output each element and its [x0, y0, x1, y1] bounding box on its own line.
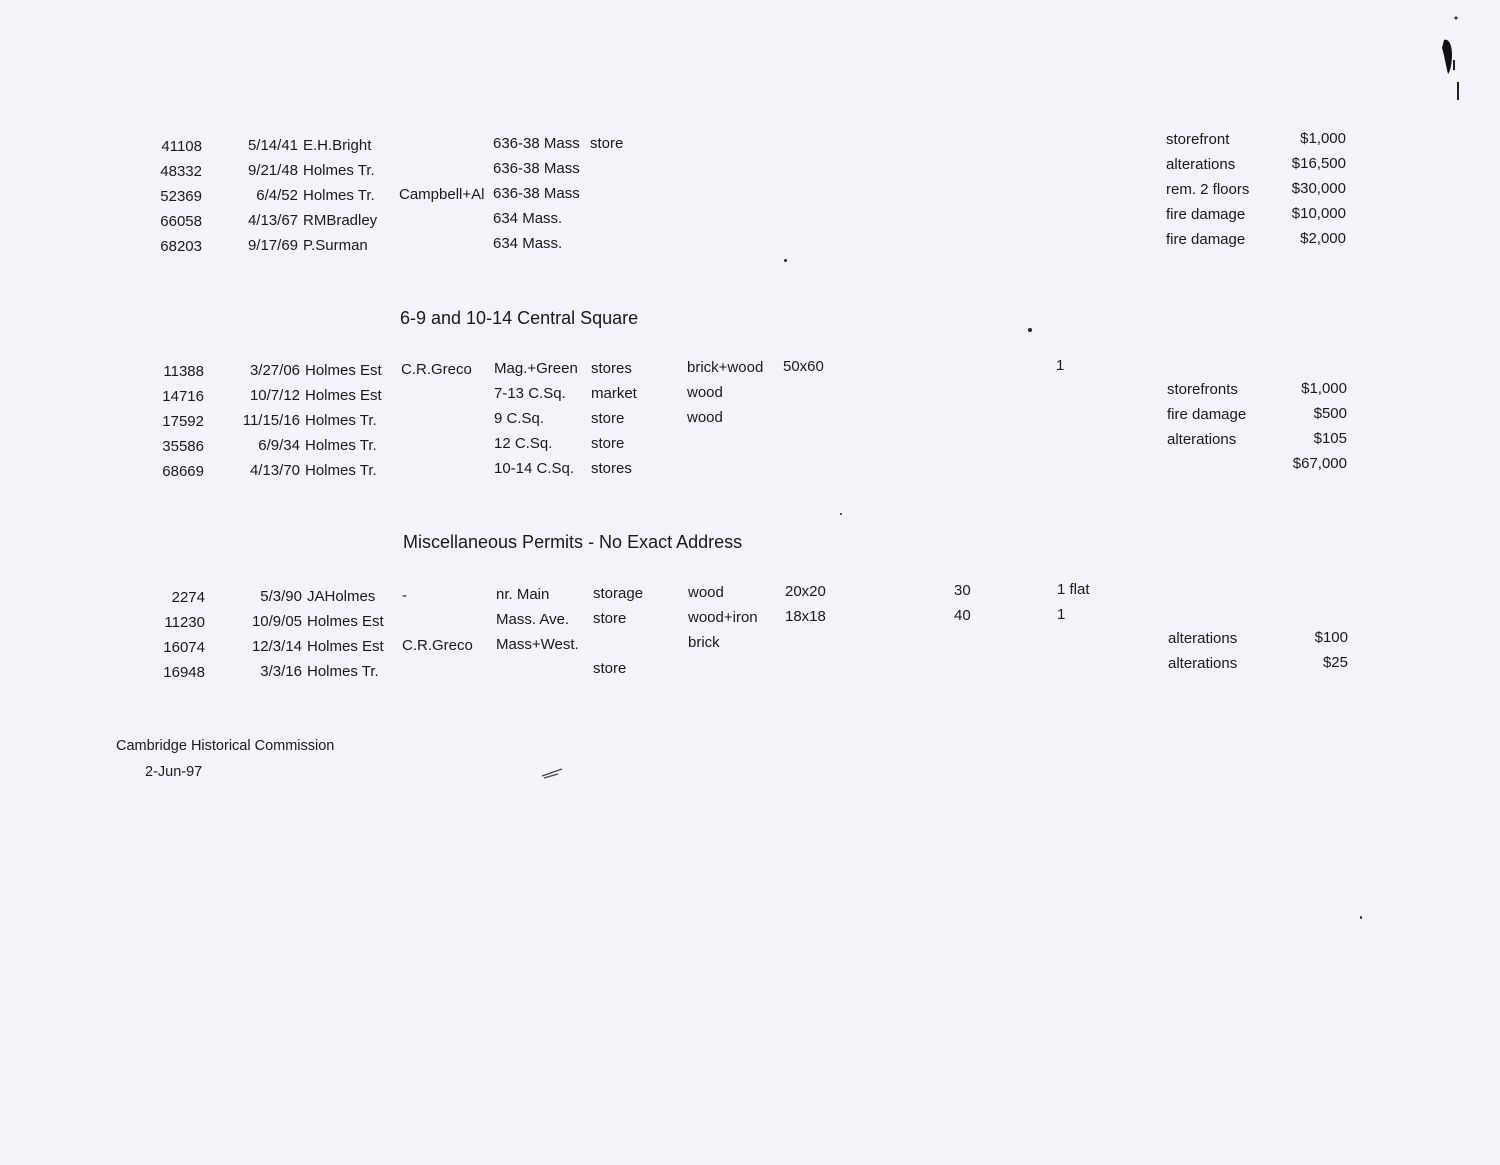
work-type: storefront — [1166, 131, 1230, 148]
owner: Holmes Est — [305, 387, 382, 404]
dimensions: 18x18 — [785, 608, 826, 625]
address: 636-38 Mass — [493, 160, 580, 177]
permit-date: 3/27/06 — [249, 362, 300, 379]
speck-icon — [1028, 328, 1032, 332]
permit-number: 16948 — [163, 664, 205, 681]
cost: $100 — [1314, 629, 1348, 646]
address: Mass. Ave. — [496, 611, 570, 628]
owner: Holmes Tr. — [307, 663, 379, 680]
cost: $105 — [1313, 430, 1347, 447]
address: nr. Main — [496, 586, 550, 603]
permit-number: 17592 — [162, 413, 204, 430]
work-type: alterations — [1168, 630, 1238, 647]
owner: Holmes Tr. — [303, 162, 375, 179]
permit-number: 16074 — [163, 639, 205, 656]
permit-date: 9/21/48 — [247, 162, 298, 179]
material: brick+wood — [687, 359, 764, 376]
speck-icon — [784, 259, 787, 262]
permit-number: 2274 — [171, 589, 205, 606]
owner: Holmes Est — [307, 613, 384, 630]
permit-date: 6/4/52 — [256, 187, 298, 204]
material: wood+iron — [688, 609, 758, 626]
cost: $500 — [1313, 405, 1347, 422]
address: 636-38 Mass — [493, 135, 580, 152]
permit-number: 66058 — [160, 213, 202, 230]
owner: Holmes Tr. — [303, 187, 375, 204]
work-type: rem. 2 floors — [1166, 181, 1250, 198]
speck-icon — [1360, 916, 1362, 919]
stories: 1 — [1056, 357, 1065, 374]
use: store — [590, 135, 624, 152]
permit-number: 11230 — [164, 614, 205, 631]
footer-date: 2-Jun-97 — [145, 764, 203, 780]
material: wood — [688, 584, 724, 601]
permit-date: 4/13/67 — [247, 212, 298, 229]
work-type: fire damage — [1167, 406, 1247, 423]
use: store — [591, 410, 625, 427]
height: 40 — [954, 607, 971, 624]
address: Mass+West. — [496, 636, 579, 653]
permit-number: 35586 — [162, 438, 204, 455]
use: storage — [593, 585, 644, 602]
cost: $67,000 — [1292, 455, 1347, 472]
permit-date: 5/3/90 — [260, 588, 302, 605]
permit-date: 10/9/05 — [251, 613, 302, 630]
use: market — [591, 385, 637, 402]
address: Mag.+Green — [494, 360, 578, 377]
use: stores — [591, 460, 632, 477]
permit-date: 9/17/69 — [247, 237, 298, 254]
work-type: fire damage — [1166, 231, 1246, 248]
permit-number: 68203 — [160, 238, 202, 255]
cost: $25 — [1322, 654, 1348, 671]
work-type: alterations — [1167, 431, 1237, 448]
footer-organization: Cambridge Historical Commission — [116, 738, 335, 754]
stories: 1 — [1057, 606, 1066, 623]
cost: $30,000 — [1291, 180, 1346, 197]
permit-date: 3/3/16 — [260, 663, 302, 680]
permit-number: 48332 — [160, 163, 202, 180]
address: 634 Mass. — [493, 235, 563, 252]
speck-icon — [840, 513, 842, 515]
permit-date: 11/15/16 — [242, 412, 300, 429]
builder: C.R.Greco — [401, 361, 472, 378]
cost: $1,000 — [1300, 130, 1346, 147]
address: 636-38 Mass — [493, 185, 580, 202]
permit-date: 5/14/41 — [247, 137, 298, 154]
cost: $16,500 — [1291, 155, 1346, 172]
work-type: alterations — [1168, 655, 1238, 672]
use: stores — [591, 360, 632, 377]
work-type: alterations — [1166, 156, 1236, 173]
permit-date: 12/3/14 — [251, 638, 302, 655]
address: 7-13 C.Sq. — [494, 385, 566, 402]
use: store — [593, 660, 627, 677]
owner: E.H.Bright — [303, 137, 372, 154]
permit-date: 10/7/12 — [249, 387, 300, 404]
builder: Campbell+Al — [399, 186, 485, 203]
material: brick — [688, 634, 720, 651]
address: 9 C.Sq. — [494, 410, 545, 427]
owner: P.Surman — [303, 237, 368, 254]
permit-number: 41108 — [161, 138, 202, 155]
material: wood — [687, 384, 723, 401]
section-heading-miscellaneous: Miscellaneous Permits - No Exact Address — [403, 532, 743, 552]
permit-date: 6/9/34 — [258, 437, 300, 454]
address: 10-14 C.Sq. — [494, 460, 575, 477]
use: store — [593, 610, 627, 627]
cost: $10,000 — [1291, 205, 1346, 222]
use: store — [591, 435, 625, 452]
owner: Holmes Est — [307, 638, 384, 655]
owner: Holmes Tr. — [305, 462, 377, 479]
permit-number: 68669 — [162, 463, 204, 480]
work-type: storefronts — [1167, 381, 1238, 398]
permit-number: 14716 — [162, 388, 204, 405]
builder: - — [402, 587, 407, 604]
owner: Holmes Tr. — [305, 412, 377, 429]
height: 30 — [954, 582, 971, 599]
address: 12 C.Sq. — [494, 435, 553, 452]
cost: $1,000 — [1301, 380, 1347, 397]
owner: Holmes Est — [305, 362, 382, 379]
section-heading-central-square: 6-9 and 10-14 Central Square — [400, 308, 639, 328]
cost: $2,000 — [1300, 230, 1346, 247]
scan-mark-icon — [1430, 10, 1480, 110]
owner: JAHolmes — [307, 588, 376, 605]
owner: RMBradley — [303, 212, 378, 229]
permit-number: 11388 — [163, 363, 204, 380]
permit-date: 4/13/70 — [249, 462, 300, 479]
permit-number: 52369 — [160, 188, 202, 205]
dimensions: 20x20 — [785, 583, 826, 600]
builder: C.R.Greco — [402, 637, 473, 654]
owner: Holmes Tr. — [305, 437, 377, 454]
address: 634 Mass. — [493, 210, 563, 227]
work-type: fire damage — [1166, 206, 1246, 223]
scan-smudge-icon — [540, 766, 566, 780]
stories: 1 flat — [1057, 581, 1090, 598]
dimensions: 50x60 — [783, 358, 824, 375]
material: wood — [687, 409, 723, 426]
